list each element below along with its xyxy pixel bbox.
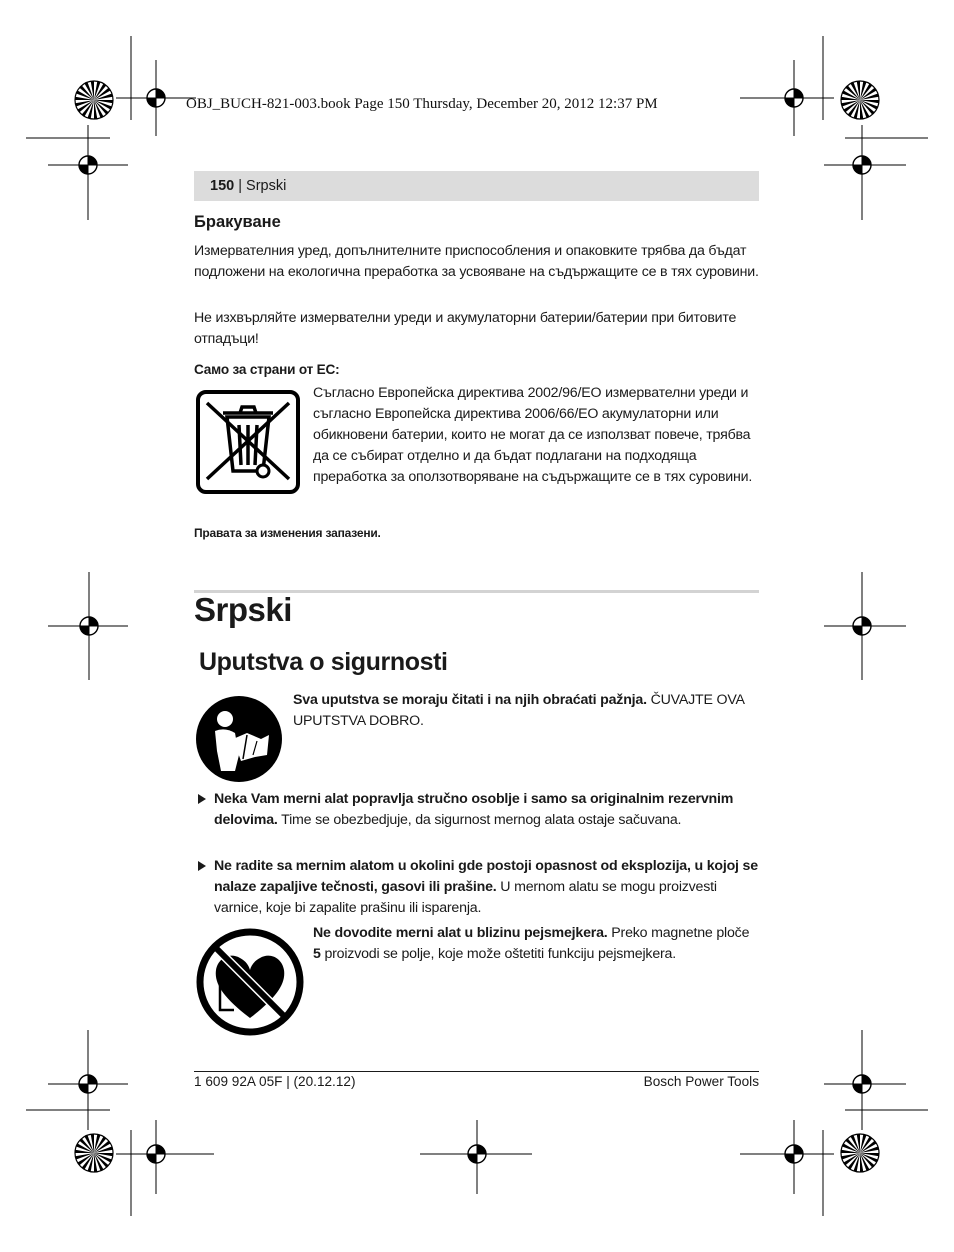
page-title-srpski: Srpski — [194, 591, 292, 628]
safety-heading: Uputstva o sigurnosti — [199, 648, 448, 676]
bullet-arrow-icon — [198, 861, 206, 871]
read-instructions — [293, 690, 759, 732]
pacemaker-part-number: 5 — [313, 946, 321, 962]
bullet-2-bold: Ne radite sa mernim alatom u okolini gde postoji opasnost od eksplozija, u kojoj se nalaze zapaljive tečnosti, gasovi ili prašine. — [214, 858, 758, 895]
starburst-mark-icon — [74, 80, 114, 120]
disposal-paragraph-1: Измервателния уред, допълнителните приспособления и опаковките трябва да бъдат подложени на екологична преработка за усвояване на съдържащите се в тях суровини. — [194, 243, 759, 280]
bullet-1-rest: Time se obezbedjuje, da sigurnost mernog alata ostaje sačuvana. — [277, 812, 682, 828]
eu-subheading: Само за страни от ЕС: — [194, 362, 340, 377]
bullet-arrow-icon — [198, 794, 206, 804]
bullet-1-bold: Neka Vam merni alat popravlja stručno osoblje i samo sa originalnim rezervnim delovima. — [214, 791, 734, 828]
eu-directive-text: Съгласно Европейска директива 2002/96/ЕО измервателни уреди и съгласно Европейска директива 2006/66/ЕО акумулаторни или обикновени батерии, които не могат да се използват повече, трябва да се събират отделно и да бъдат подлагани на подходяща преработка за оползотворяване на съдържащите се в тях суровини. — [313, 385, 753, 485]
pacemaker-rest-1: Preko magnetne ploče — [607, 925, 750, 941]
no-pacemaker-icon — [194, 926, 306, 1038]
read-manual-icon — [195, 695, 283, 783]
running-header — [194, 171, 759, 201]
header-language: Srpski — [246, 178, 287, 194]
footer-brand: Bosch Power Tools — [643, 1074, 759, 1089]
weee-bin-icon — [195, 389, 301, 495]
printer-slug: OBJ_BUCH-821-003.book Page 150 Thursday, December 20, 2012 12:37 PM — [186, 96, 658, 112]
starburst-mark-icon — [840, 1133, 880, 1173]
header-separator: | — [234, 178, 247, 194]
rights-reserved: Правата за изменения запазени. — [194, 526, 381, 540]
starburst-mark-icon — [840, 80, 880, 120]
section-heading-disposal: Бракуване — [194, 213, 281, 231]
list-item — [194, 789, 760, 831]
footer-document-id: 1 609 92A 05F | (20.12.12) — [194, 1074, 356, 1089]
disposal-paragraph-2: Не изхвърляйте измервателни уреди и акумулаторни батерии/батерии при битовите отпадъци! — [194, 310, 737, 347]
read-instructions-rest: ČUVAJTE OVA UPUTSTVA DOBRO. — [293, 692, 745, 729]
page-number: 150 — [210, 178, 235, 194]
read-instructions-bold: Sva uputstva se moraju čitati i na njih obraćati pažnja. — [293, 692, 647, 708]
bullet-2-rest: U mernom alatu se mogu proizvesti varnice, koje bi zapalite prašinu ili isparenja. — [214, 879, 717, 916]
pacemaker-bold: Ne dovodite merni alat u blizinu pejsmejkera. — [313, 925, 608, 941]
footer-rule — [194, 1071, 759, 1072]
starburst-mark-icon — [74, 1133, 114, 1173]
pacemaker-warning — [313, 923, 759, 965]
list-item — [194, 856, 760, 919]
pacemaker-rest-2: proizvodi se polje, koje može oštetiti funkciju pejsmejkera. — [320, 946, 676, 962]
